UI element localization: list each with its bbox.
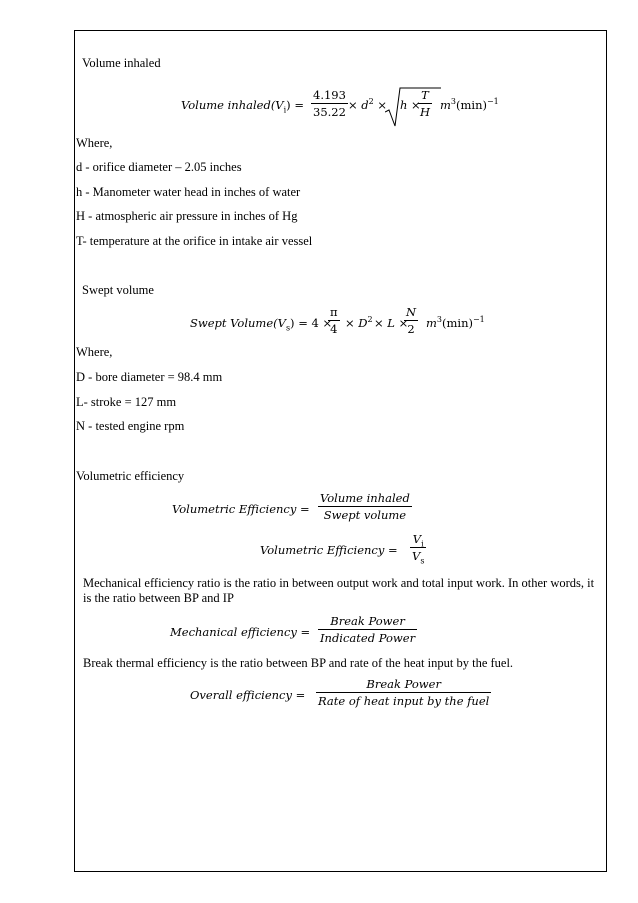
definition-line: h - Manometer water head in inches of water: [76, 185, 301, 199]
eq-oe-fraction: Break Power Rate of heat input by the fuel: [318, 677, 490, 708]
eq-sv-lhs: Swept $Volume(V_s) = 4$ ×: [190, 316, 333, 333]
thermal-efficiency-paragraph: Break thermal efficiency is the ratio between BP and rate of the heat input by the fuel.: [83, 656, 514, 670]
page-border: [74, 30, 607, 872]
where-label-1: Where,: [76, 136, 113, 150]
eq-sv-d-squared: × $D^2$: [345, 315, 373, 330]
eq-vi-t-over-h: $\frac{T}{H}$: [420, 88, 431, 119]
definition-line: D - bore diameter = 98.4 mm: [76, 370, 223, 384]
eq-me-lhs: Mechanical efficiency =: [170, 625, 311, 639]
eq-vi-h: h ×: [400, 98, 421, 112]
eq-sv-n-over-2: $\frac{N}{2}$: [406, 305, 417, 336]
definition-line: H - atmospheric air pressure in inches of Hg: [76, 209, 298, 223]
where-label-2: Where,: [76, 345, 113, 359]
definition-line: d - orifice diameter – 2.05 inches: [76, 160, 242, 174]
heading-volumetric-efficiency: Volumetric efficiency: [76, 469, 185, 483]
heading-volume-inhaled: Volume inhaled: [82, 56, 161, 70]
definition-line: T- temperature at the orifice in intake air vessel: [76, 234, 313, 248]
eq-vi-lhs: Volume $inhaled(V_i)$ =: [181, 98, 304, 115]
eq-sv-pi-over-4: $\frac{\pi}{4}$: [330, 305, 338, 336]
eq-ve1-lhs: Volumetric Efficiency =: [172, 502, 310, 516]
eq-sv-unit: $m^3(\min)^{-1}$: [426, 315, 485, 330]
mechanical-efficiency-paragraph: Mechanical efficiency ratio is the ratio in between output work and total input work. In other words, it is the ratio between BP and IP: [83, 576, 595, 605]
heading-swept-volume: Swept volume: [82, 283, 154, 297]
eq-ve2-lhs: Volumetric Efficiency =: [260, 543, 398, 557]
eq-ve1-fraction: Volume inhaled Swept volume: [320, 491, 410, 522]
eq-me-fraction: Break Power Indicated Power: [320, 614, 416, 645]
eq-vi-unit: $m^3(\min)^{-1}$: [440, 97, 499, 112]
definition-line: L- stroke = 127 mm: [76, 395, 177, 409]
eq-oe-lhs: Overall efficiency =: [190, 688, 306, 702]
definition-line: N - tested engine rpm: [76, 419, 185, 433]
eq-ve2-fraction: $\frac{V_i}{V_s}$: [412, 532, 425, 566]
eq-sv-l: × L ×: [374, 316, 409, 330]
eq-vi-d-squared: × $d^2$ ×: [348, 97, 388, 112]
eq-vi-constant-fraction: $\frac{4.193}{35.22}$: [313, 88, 346, 119]
